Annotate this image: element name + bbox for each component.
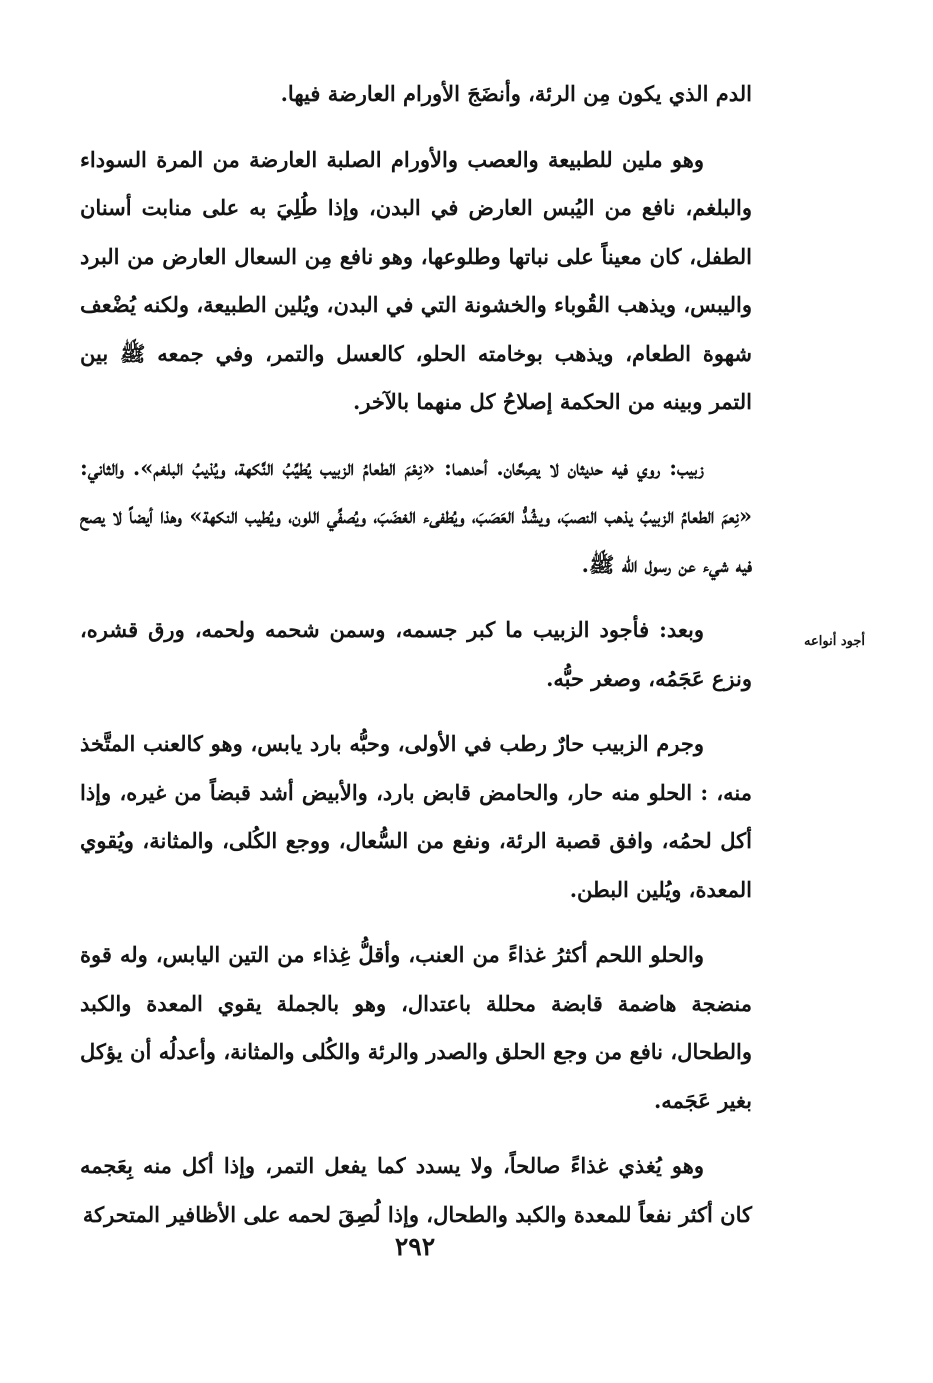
paragraph-continuation: الدم الذي يكون مِن الرئة، وأنضَجَ الأورام العارضة فيها. bbox=[280, 81, 752, 106]
paragraph-sweet-raisin: والحلو اللحم أكثرُ غذاءً من العنب، وأقلُّ غِذاء من التين اليابس، وله قوة منضجة هاضمة قابضة محللة باعتدال، وهو بالجملة يقوي المعدة والكبد والطحال، نافع من وجع الحلق والصدر والرئة والكُلى والمثانة، وأعدلُه أن يؤكل بغير عَجَمه. bbox=[80, 942, 752, 1113]
page-number: ٢٩٢ bbox=[394, 1232, 436, 1261]
paragraph-raisin-nature: وجرم الزبيب حارٌ رطب في الأولى، وحبُّه بارد يابس، وهو كالعنب المتَّخذ منه، : الحلو منه حار، والحامض قابض بارد، والأبيض أشد قبضاً من غيره، وإذا أكل لحمُه، وافق قصبة الرئة، ونفع من السُّعال، ووجع الكُلى، والمثانة، ويُقوي المعدة، ويُلين البطن. bbox=[80, 731, 752, 902]
paragraph-best-raisins: وبعد: فأجود الزبيب ما كبر جسمه، وسمن شحمه ولحمه، ورق قشره، ونزع عَجَمُه، وصغر حبُّه. bbox=[80, 617, 752, 691]
margin-note: أجود أنواعه bbox=[804, 634, 865, 649]
body-text bbox=[80, 70, 752, 1256]
paragraph-nourishment: وهو يُغذي غذاءً صالحاً، ولا يسدد كما يفعل التمر، وإذا أكل منه بِعَجمه كان أكثر نفعاً للمعدة والكبد والطحال، وإذا لُصِقَ لحمه على الأظافير المتحركة bbox=[80, 1153, 752, 1227]
paragraph-raisin-hadith: زبيب: روي فيه حديثان لا يصِحَّان. أحدهما: «نِعْمَ الطعامُ الزبيب يُطيِّبُ النَّكهة، ويُذيبُ البلغم». والثاني: «نِعمَ الطعامُ الزبيبُ يذهب النصبَ، ويشُدُّ العَصَبَ، ويُطفىء الغضَبَ، ويُصفِّي اللون، ويُطيب النكهة» وهذا أيضاً لا يصح فيه شيء عن رسول الله ﷺ. bbox=[80, 454, 752, 577]
paragraph-raisin-properties: وهو ملين للطبيعة والعصب والأورام الصلبة العارضة من المرة السوداء والبلغم، نافع من اليُبس العارض في البدن، وإذا طُلِيَ به على منابت أسنان الطفل، كان معيناً على نباتها وطلوعها، وهو نافع مِن السعال العارض من البرد واليبس، ويذهب القُوباء والخشونة التي في البدن، ويُلين الطبيعة، ولكنه يُضْعف شهوة الطعام، ويذهب بوخامته الحلو، كالعسل والتمر، وفي جمعه ﷺ بين التمر وبينه من الحكمة إصلاحُ كل منهما بالآخر. bbox=[80, 146, 752, 414]
